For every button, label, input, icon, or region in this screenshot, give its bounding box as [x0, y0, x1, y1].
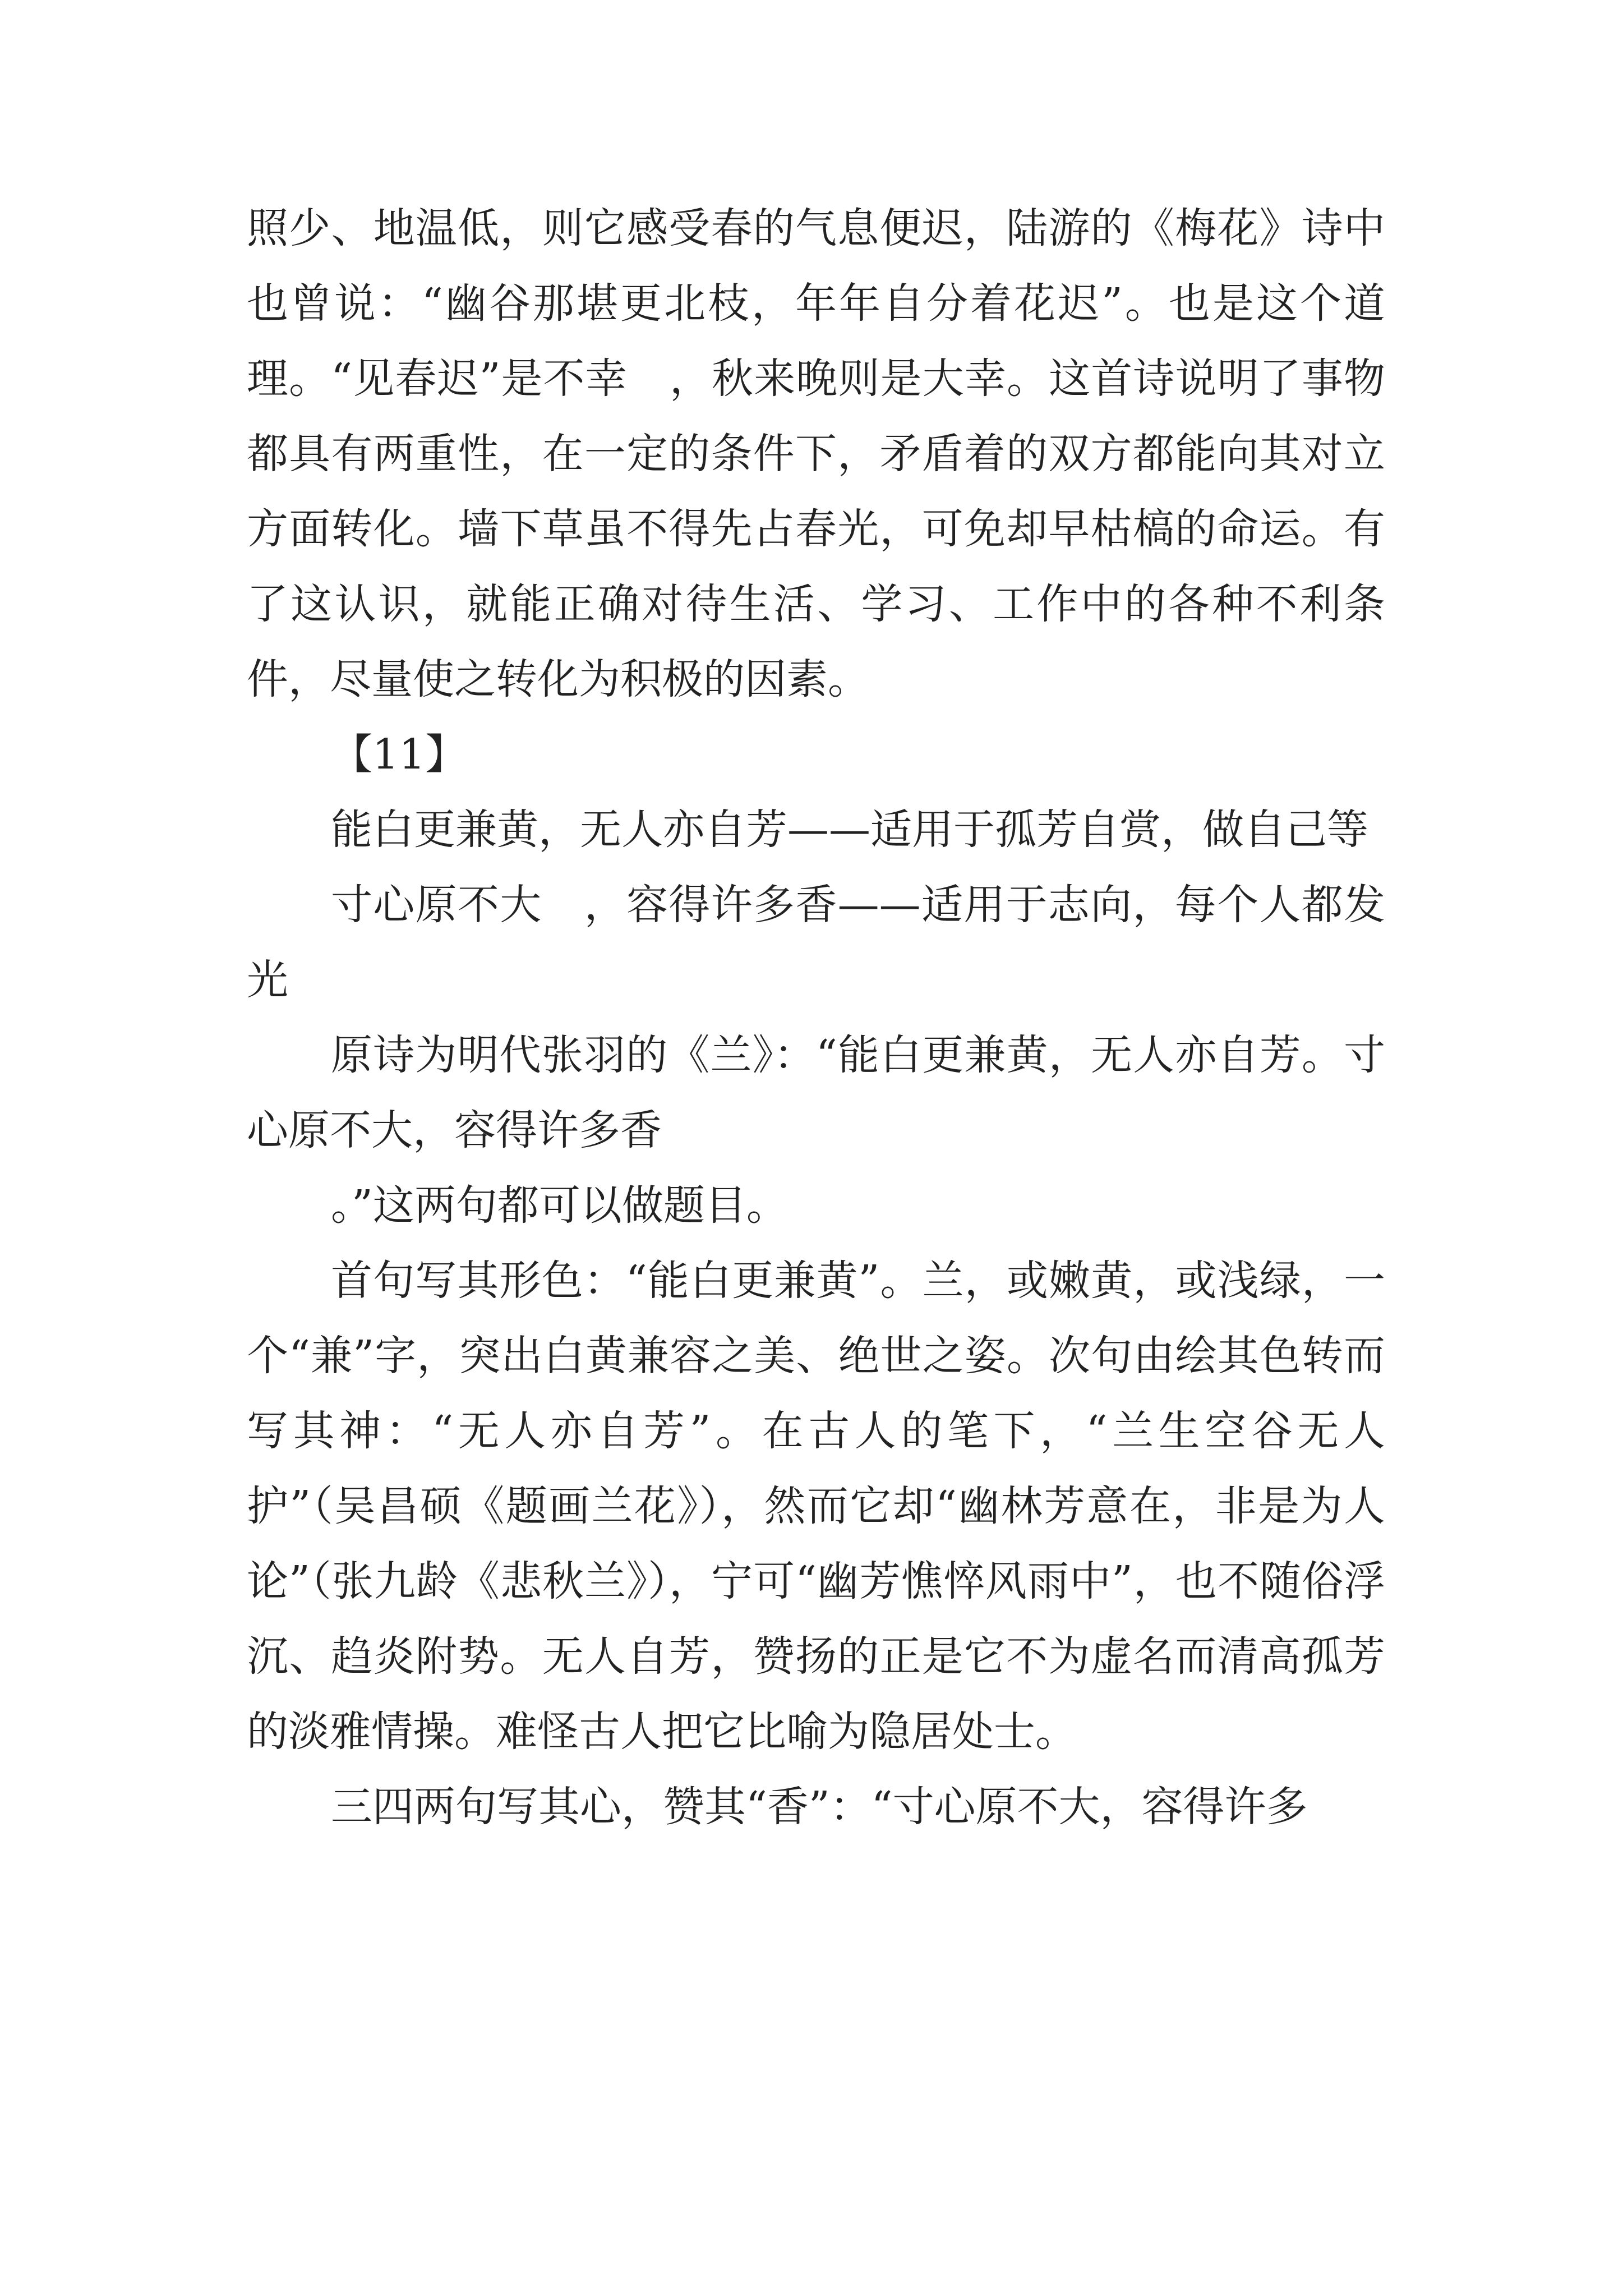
paragraph-analysis-1: 首句写其形色：“能白更兼黄”。兰，或嫩黄，或浅绿，一个“兼”字，突出白黄兼容之美、绝世之姿。次句由绘其色转而写其神：“无人亦自芳”。在古人的笔下，“兰生空谷无人护”（吴昌硕《题画兰花》），然而它却“幽林芳意在，非是为人论”（张九龄《悲秋兰》），宁可“幽芳憔悴风雨中”，也不随俗浮沉、趋炎附势。无人自芳，赞扬的正是它不为虚名而清高孤芳的淡雅情操。难怪古人把它比喻为隐居处士。 [247, 1257, 1385, 1756]
section-number: 【11】 [331, 730, 467, 779]
paragraph-line-1: 能白更兼黄，无人亦自芳——适用于孤芳自赏，做自己等 [331, 806, 1368, 854]
body-text [247, 191, 1385, 1844]
paragraph-note: 。”这两句都可以做题目。 [331, 1181, 788, 1230]
paragraph-source: 原诗为明代张羽的《兰》：“能白更兼黄，无人亦自芳。寸心原不大，容得许多香 [247, 1031, 1385, 1154]
paragraph-continuation: 照少、地温低，则它感受春的气息便迟，陆游的《梅花》诗中也曾说：“幽谷那堪更北枝，年年自分着花迟”。也是这个道理。“见春迟”是不幸 ，秋来晚则是大幸。这首诗说明了事物都具有两重性，在一定的条件下，矛盾着的双方都能向其对立方面转化。墙下草虽不得先占春光，可免却早枯槁的命运。有了这认识，就能正确对待生活、学习、工作中的各种不利条件，尽量使之转化为积极的因素。 [247, 204, 1385, 703]
paragraph-line-2: 寸心原不大 ，容得许多香——适用于志向，每个人都发光 [247, 881, 1385, 1004]
paragraph-analysis-2: 三四两句写其心，赞其“香”：“寸心原不大，容得许多 [331, 1783, 1308, 1831]
